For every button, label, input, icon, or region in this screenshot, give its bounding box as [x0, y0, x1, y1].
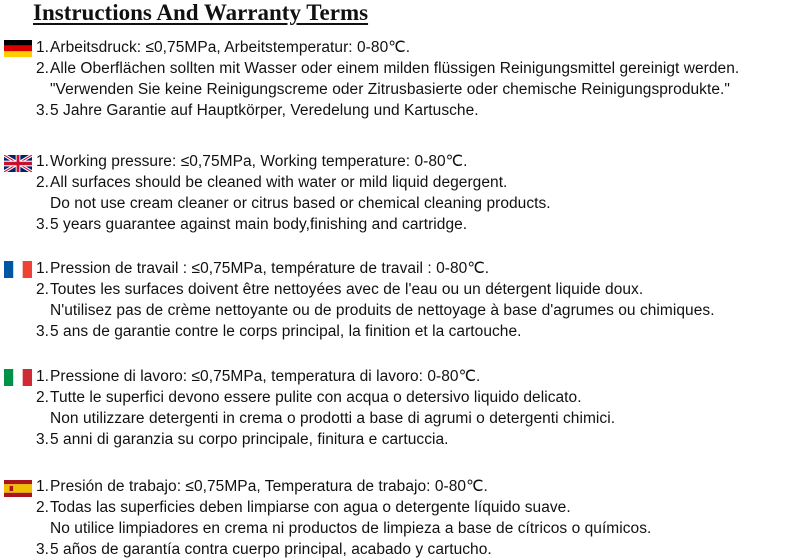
italy-flag-icon	[4, 369, 32, 386]
en-item-1: 1.Working pressure: ≤0,75MPa, Working temperature: 0-80℃.	[36, 153, 468, 170]
spain-flag-icon	[4, 480, 32, 497]
de-item-3: 3.5 Jahre Garantie auf Hauptkörper, Veredelung und Kartusche.	[36, 102, 479, 119]
fr-item-3: 3.5 ans de garantie contre le corps principal, la finition et la cartouche.	[36, 323, 522, 340]
it-item-2-continued: Non utilizzare detergenti in crema o prodotti a base di agrumi o detergenti chimici.	[50, 410, 616, 427]
page-title: Instructions And Warranty Terms	[33, 0, 369, 25]
es-item-2: 2.Todas las superficies deben limpiarse con agua o detergente líquido suave.	[36, 499, 571, 516]
en-item-3: 3.5 years guarantee against main body,finishing and cartridge.	[36, 216, 468, 233]
fr-item-2: 2.Toutes les surfaces doivent être nettoyées avec de l'eau ou un détergent liquide doux.	[36, 281, 644, 298]
es-item-1: 1.Presión de trabajo: ≤0,75MPa, Temperatura de trabajo: 0-80℃.	[36, 478, 488, 495]
fr-item-2-continued: N'utilisez pas de crème nettoyante ou de produits de nettoyage à base d'agrumes ou chimiques.	[50, 302, 715, 319]
es-item-2-continued: No utilice limpiadores en crema ni productos de limpieza a base de cítricos o químicos.	[50, 520, 652, 537]
en-item-2-continued: Do not use cream cleaner or citrus based or chemical cleaning products.	[50, 195, 551, 212]
it-item-2: 2.Tutte le superfici devono essere pulite con acqua o detersivo liquido delicato.	[36, 389, 582, 406]
france-flag-icon	[4, 261, 32, 278]
germany-flag-icon	[4, 40, 32, 57]
de-item-1: 1.Arbeitsdruck: ≤0,75MPa, Arbeitstemperatur: 0-80℃.	[36, 39, 411, 56]
de-item-2-continued: "Verwenden Sie keine Reinigungscreme oder Zitrusbasierte oder chemische Reinigungsprodukte."	[50, 81, 730, 98]
it-item-1: 1.Pressione di lavoro: ≤0,75MPa, temperatura di lavoro: 0-80℃.	[36, 368, 481, 385]
de-item-2: 2.Alle Oberflächen sollten mit Wasser oder einem milden flüssigen Reinigungsmittel gereinigt werden.	[36, 60, 740, 77]
uk-flag-icon	[4, 155, 32, 172]
es-item-3: 3.5 años de garantía contra cuerpo principal, acabado y cartucho.	[36, 541, 492, 558]
it-item-3: 3.5 anni di garanzia su corpo principale, finitura e cartuccia.	[36, 431, 449, 448]
en-item-2: 2.All surfaces should be cleaned with water or mild liquid degergent.	[36, 174, 508, 191]
fr-item-1: 1.Pression de travail : ≤0,75MPa, température de travail : 0-80℃.	[36, 260, 490, 277]
